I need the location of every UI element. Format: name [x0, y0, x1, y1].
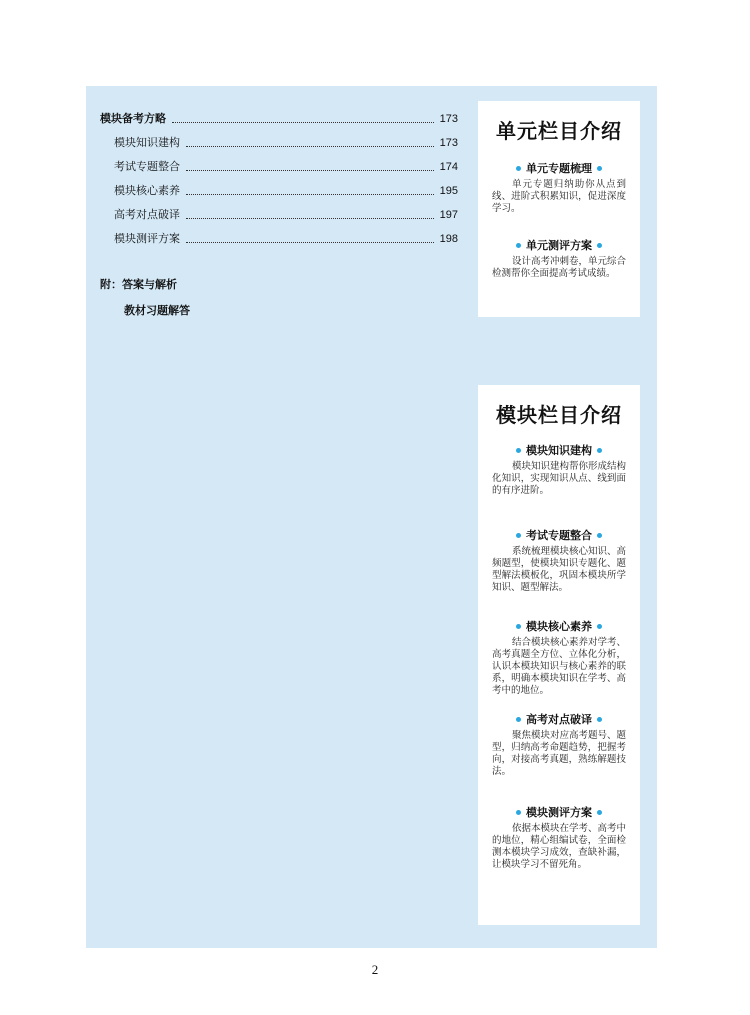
- toc-leader: [186, 242, 434, 243]
- toc-page-number: 195: [439, 185, 458, 197]
- unit-intro-card: [478, 101, 640, 317]
- bullet-dot-icon: [597, 448, 602, 453]
- toc-entry-label: 模块核心素养: [114, 184, 180, 197]
- toc-page-number: 198: [439, 233, 458, 245]
- toc-entry[interactable]: [100, 204, 458, 222]
- item-title-text: 模块知识建构: [526, 444, 592, 457]
- toc-entry[interactable]: [100, 156, 458, 174]
- toc-entry[interactable]: [100, 132, 458, 150]
- item-title: [478, 804, 640, 820]
- item-description: 依据本模块在学考、高考中的地位，精心组编试卷，全面检测本模块学习成效，查缺补漏，让模块学习不留死角。: [492, 823, 627, 870]
- appendix-heading: 附：答案与解析: [100, 278, 177, 291]
- bullet-dot-icon: [516, 243, 521, 248]
- toc-leader: [186, 194, 434, 195]
- bullet-dot-icon: [597, 166, 602, 171]
- item-title: [478, 237, 640, 253]
- item-title-text: 单元专题梳理: [526, 162, 592, 175]
- module-intro-card: [478, 385, 640, 925]
- bullet-dot-icon: [597, 243, 602, 248]
- toc-page-number: 173: [439, 137, 458, 149]
- appendix-entry[interactable]: 教材习题解答: [124, 304, 190, 317]
- item-title: [478, 711, 640, 727]
- toc-entry-label: 模块测评方案: [114, 232, 180, 245]
- item-description: 系统梳理模块核心知识、高频题型，使模块知识专题化、题型解法模板化，巩固本模块所学知识、题型解法。: [492, 546, 627, 593]
- toc-page-number: 174: [439, 161, 458, 173]
- toc-entry-label: 模块知识建构: [114, 136, 180, 149]
- item-description: 结合模块核心素养对学考、高考真题全方位、立体化分析，认识本模块知识与核心素养的联系，明确本模块知识在学考、高考中的地位。: [492, 637, 627, 696]
- toc-entry-label: 高考对点破译: [114, 208, 180, 221]
- bullet-dot-icon: [597, 717, 602, 722]
- bullet-dot-icon: [516, 810, 521, 815]
- toc-leader: [186, 146, 434, 147]
- item-title: [478, 527, 640, 543]
- item-title-text: 模块测评方案: [526, 806, 592, 819]
- toc-entry[interactable]: [100, 180, 458, 198]
- item-title: [478, 442, 640, 458]
- toc-entry-label: 考试专题整合: [114, 160, 180, 173]
- bullet-dot-icon: [597, 810, 602, 815]
- item-description: 设计高考冲刺卷，单元综合检测帮你全面提高考试成绩。: [492, 256, 627, 279]
- item-description: 模块知识建构帮你形成结构化知识，实现知识从点、线到面的有序进阶。: [492, 461, 627, 496]
- item-title-text: 单元测评方案: [526, 239, 592, 252]
- card-title: 单元栏目介绍: [496, 119, 622, 143]
- toc-leader: [172, 122, 434, 123]
- item-title-text: 高考对点破译: [526, 713, 592, 726]
- bullet-dot-icon: [597, 624, 602, 629]
- bullet-dot-icon: [516, 166, 521, 171]
- toc-page-number: 173: [439, 113, 458, 125]
- bullet-dot-icon: [516, 624, 521, 629]
- item-title: [478, 618, 640, 634]
- item-title-text: 模块核心素养: [526, 620, 592, 633]
- item-description: 单元专题归纳助你从点到线、进阶式积累知识，促进深度学习。: [492, 179, 626, 214]
- toc-entry-main[interactable]: [100, 108, 458, 126]
- bullet-dot-icon: [516, 448, 521, 453]
- item-title-text: 考试专题整合: [526, 529, 592, 542]
- bullet-dot-icon: [516, 533, 521, 538]
- toc-entry-label: 模块备考方略: [100, 112, 166, 125]
- toc-leader: [186, 218, 434, 219]
- toc-page-number: 197: [439, 209, 458, 221]
- item-description: 聚焦模块对应高考题号、题型，归纳高考命题趋势，把握考向，对接高考真题，熟练解题技法。: [492, 730, 627, 777]
- toc-leader: [186, 170, 434, 171]
- bullet-dot-icon: [597, 533, 602, 538]
- card-title: 模块栏目介绍: [496, 403, 622, 427]
- page-number: 2: [371, 962, 379, 977]
- toc-entry[interactable]: [100, 228, 458, 246]
- bullet-dot-icon: [516, 717, 521, 722]
- item-title: [478, 160, 640, 176]
